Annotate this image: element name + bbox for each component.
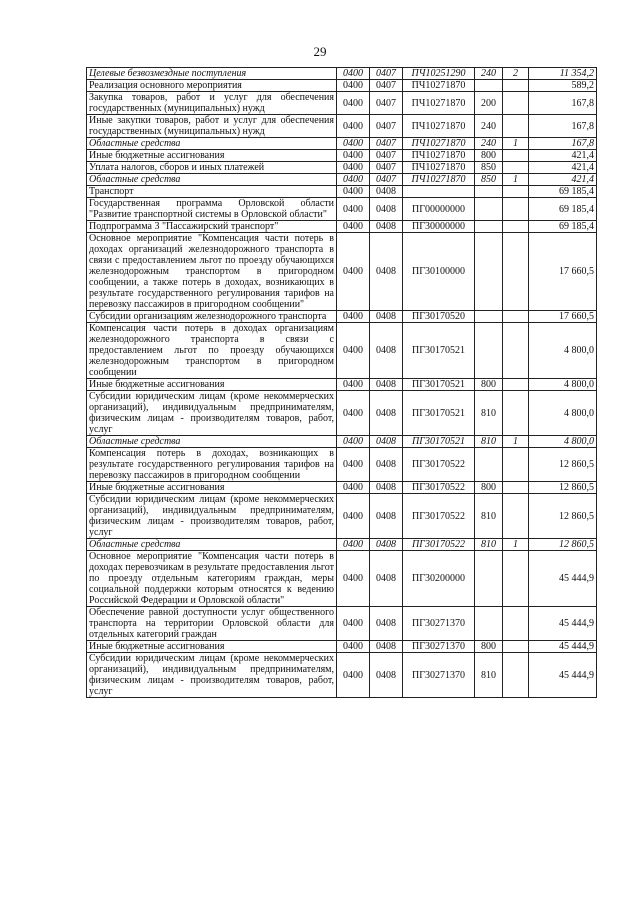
row-funding-source — [503, 653, 529, 698]
row-subsection-code: 0407 — [370, 80, 403, 92]
row-funding-source — [503, 323, 529, 379]
row-section-code: 0400 — [337, 115, 370, 138]
row-expense-type — [475, 323, 503, 379]
table-row — [87, 162, 597, 174]
row-target-article: ПГ30271370 — [403, 641, 475, 653]
row-target-article: ПГ30200000 — [403, 551, 475, 607]
row-subsection-code: 0408 — [370, 641, 403, 653]
row-name: Иные бюджетные ассигнования — [87, 379, 337, 391]
row-section-code: 0400 — [337, 448, 370, 482]
table-row — [87, 68, 597, 80]
row-funding-source — [503, 186, 529, 198]
row-name: Областные средства — [87, 174, 337, 186]
row-section-code: 0400 — [337, 607, 370, 641]
row-name: Областные средства — [87, 138, 337, 150]
row-amount: 421,4 — [529, 174, 597, 186]
row-subsection-code: 0407 — [370, 68, 403, 80]
row-funding-source — [503, 311, 529, 323]
row-section-code: 0400 — [337, 174, 370, 186]
row-section-code: 0400 — [337, 323, 370, 379]
row-funding-source — [503, 482, 529, 494]
table-row — [87, 448, 597, 482]
row-name: Целевые безвозмездные поступления — [87, 68, 337, 80]
table-row — [87, 482, 597, 494]
row-name: Основное мероприятие "Компенсация части потерь в доходах перевозчикам в результате предоставления льгот по проезду отдельным категориям граждан, меры социальной поддержки которым относятся к ведению Российской Федерации и Орловской области" — [87, 551, 337, 607]
row-target-article: ПГ30170522 — [403, 539, 475, 551]
table-row — [87, 379, 597, 391]
table-row — [87, 539, 597, 551]
budget-table — [86, 67, 597, 698]
row-funding-source — [503, 198, 529, 221]
row-target-article: ПГ30271370 — [403, 653, 475, 698]
row-expense-type: 800 — [475, 150, 503, 162]
row-name: Государственная программа Орловской области "Развитие транспортной системы в Орловской области" — [87, 198, 337, 221]
row-name: Иные бюджетные ассигнования — [87, 641, 337, 653]
row-target-article: ПЧ10271870 — [403, 162, 475, 174]
row-amount: 4 800,0 — [529, 436, 597, 448]
row-section-code: 0400 — [337, 92, 370, 115]
row-section-code: 0400 — [337, 391, 370, 436]
row-target-article: ПГ30170521 — [403, 379, 475, 391]
row-funding-source — [503, 115, 529, 138]
row-subsection-code: 0407 — [370, 150, 403, 162]
row-expense-type — [475, 551, 503, 607]
page-number: 29 — [313, 44, 327, 59]
row-target-article: ПГ30170521 — [403, 323, 475, 379]
row-name: Областные средства — [87, 436, 337, 448]
row-target-article: ПГ30170521 — [403, 391, 475, 436]
row-target-article — [403, 186, 475, 198]
row-funding-source — [503, 150, 529, 162]
row-target-article: ПГ30271370 — [403, 607, 475, 641]
table-row — [87, 311, 597, 323]
row-section-code: 0400 — [337, 482, 370, 494]
row-subsection-code: 0408 — [370, 233, 403, 311]
row-section-code: 0400 — [337, 653, 370, 698]
row-subsection-code: 0408 — [370, 311, 403, 323]
row-funding-source: 1 — [503, 138, 529, 150]
row-section-code: 0400 — [337, 494, 370, 539]
row-section-code: 0400 — [337, 311, 370, 323]
table-row — [87, 233, 597, 311]
row-target-article: ПГ30100000 — [403, 233, 475, 311]
row-target-article: ПГ30000000 — [403, 221, 475, 233]
row-expense-type: 800 — [475, 641, 503, 653]
row-amount: 167,8 — [529, 92, 597, 115]
row-funding-source: 1 — [503, 539, 529, 551]
row-name: Закупка товаров, работ и услуг для обеспечения государственных (муниципальных) нужд — [87, 92, 337, 115]
row-amount: 4 800,0 — [529, 379, 597, 391]
row-target-article: ПЧ10271870 — [403, 174, 475, 186]
row-expense-type: 810 — [475, 494, 503, 539]
row-funding-source — [503, 551, 529, 607]
row-target-article: ПГ30170521 — [403, 436, 475, 448]
row-amount: 4 800,0 — [529, 391, 597, 436]
table-row — [87, 80, 597, 92]
row-expense-type: 810 — [475, 391, 503, 436]
row-expense-type: 810 — [475, 436, 503, 448]
row-name: Компенсация потерь в доходах, возникающих в результате государственного регулирования тарифов на перевозку пассажиров в пригородном сообщении — [87, 448, 337, 482]
row-amount: 17 660,5 — [529, 233, 597, 311]
row-funding-source — [503, 641, 529, 653]
row-section-code: 0400 — [337, 186, 370, 198]
row-target-article: ПГ30170520 — [403, 311, 475, 323]
row-expense-type — [475, 607, 503, 641]
row-expense-type — [475, 448, 503, 482]
row-amount: 167,8 — [529, 138, 597, 150]
row-amount: 45 444,9 — [529, 641, 597, 653]
row-name: Уплата налогов, сборов и иных платежей — [87, 162, 337, 174]
row-expense-type: 810 — [475, 539, 503, 551]
row-subsection-code: 0408 — [370, 436, 403, 448]
row-amount: 4 800,0 — [529, 323, 597, 379]
row-funding-source — [503, 391, 529, 436]
row-expense-type: 800 — [475, 379, 503, 391]
row-expense-type: 240 — [475, 115, 503, 138]
row-funding-source — [503, 221, 529, 233]
row-amount: 69 185,4 — [529, 221, 597, 233]
row-subsection-code: 0408 — [370, 607, 403, 641]
row-section-code: 0400 — [337, 379, 370, 391]
row-subsection-code: 0408 — [370, 482, 403, 494]
table-row — [87, 641, 597, 653]
row-section-code: 0400 — [337, 162, 370, 174]
row-funding-source — [503, 448, 529, 482]
row-section-code: 0400 — [337, 551, 370, 607]
row-name: Субсидии юридическим лицам (кроме некоммерческих организаций), индивидуальным предпринимателям, физическим лицам - производителям товаров, работ, услуг — [87, 391, 337, 436]
row-subsection-code: 0408 — [370, 221, 403, 233]
row-funding-source: 2 — [503, 68, 529, 80]
table-row — [87, 150, 597, 162]
row-name: Иные бюджетные ассигнования — [87, 482, 337, 494]
row-subsection-code: 0408 — [370, 198, 403, 221]
row-amount: 421,4 — [529, 150, 597, 162]
row-section-code: 0400 — [337, 221, 370, 233]
table-row — [87, 174, 597, 186]
row-name: Транспорт — [87, 186, 337, 198]
row-expense-type — [475, 80, 503, 92]
row-amount: 12 860,5 — [529, 539, 597, 551]
row-name: Иные бюджетные ассигнования — [87, 150, 337, 162]
row-amount: 69 185,4 — [529, 198, 597, 221]
row-amount: 45 444,9 — [529, 607, 597, 641]
row-funding-source — [503, 607, 529, 641]
row-subsection-code: 0407 — [370, 115, 403, 138]
row-section-code: 0400 — [337, 539, 370, 551]
table-row — [87, 138, 597, 150]
row-amount: 11 354,2 — [529, 68, 597, 80]
row-subsection-code: 0408 — [370, 448, 403, 482]
row-target-article: ПЧ10271870 — [403, 150, 475, 162]
row-expense-type: 240 — [475, 138, 503, 150]
row-amount: 421,4 — [529, 162, 597, 174]
row-name: Субсидии юридическим лицам (кроме некоммерческих организаций), индивидуальным предпринимателям, физическим лицам - производителям товаров, работ, услуг — [87, 494, 337, 539]
row-name: Основное мероприятие "Компенсация части потерь в доходах организаций железнодорожного транспорта в связи с предоставлением льгот по проезду обучающихся железнодорожным транспортом в пригородном сообщении, а также потерь в доходах, возникающих в результате государственного регулирования тарифов на перевозку пассажиров в пригородном сообщении" — [87, 233, 337, 311]
row-subsection-code: 0408 — [370, 379, 403, 391]
row-section-code: 0400 — [337, 138, 370, 150]
row-expense-type — [475, 198, 503, 221]
row-target-article: ПЧ10271870 — [403, 138, 475, 150]
row-name: Областные средства — [87, 539, 337, 551]
row-subsection-code: 0408 — [370, 186, 403, 198]
row-target-article: ПГ30170522 — [403, 494, 475, 539]
table-row — [87, 551, 597, 607]
row-expense-type: 200 — [475, 92, 503, 115]
row-expense-type — [475, 233, 503, 311]
row-funding-source — [503, 80, 529, 92]
row-amount: 12 860,5 — [529, 448, 597, 482]
row-subsection-code: 0407 — [370, 162, 403, 174]
row-funding-source: 1 — [503, 436, 529, 448]
row-expense-type: 240 — [475, 68, 503, 80]
row-funding-source — [503, 233, 529, 311]
row-expense-type — [475, 311, 503, 323]
row-name: Субсидии юридическим лицам (кроме некоммерческих организаций), индивидуальным предпринимателям, физическим лицам - производителям товаров, работ, услуг — [87, 653, 337, 698]
row-target-article: ПЧ10271870 — [403, 115, 475, 138]
row-section-code: 0400 — [337, 436, 370, 448]
table-row — [87, 221, 597, 233]
row-section-code: 0400 — [337, 641, 370, 653]
row-section-code: 0400 — [337, 198, 370, 221]
budget-table-body — [87, 68, 597, 698]
row-target-article: ПЧ10271870 — [403, 80, 475, 92]
row-subsection-code: 0407 — [370, 138, 403, 150]
row-amount: 12 860,5 — [529, 494, 597, 539]
table-row — [87, 186, 597, 198]
row-subsection-code: 0408 — [370, 391, 403, 436]
row-target-article: ПГ30170522 — [403, 448, 475, 482]
row-amount: 69 185,4 — [529, 186, 597, 198]
row-target-article: ПГ00000000 — [403, 198, 475, 221]
row-target-article: ПГ30170522 — [403, 482, 475, 494]
row-section-code: 0400 — [337, 150, 370, 162]
table-row — [87, 198, 597, 221]
row-subsection-code: 0407 — [370, 92, 403, 115]
row-funding-source — [503, 494, 529, 539]
table-row — [87, 92, 597, 115]
table-row — [87, 391, 597, 436]
row-amount: 45 444,9 — [529, 551, 597, 607]
table-row — [87, 323, 597, 379]
row-subsection-code: 0408 — [370, 653, 403, 698]
row-name: Обеспечение равной доступности услуг общественного транспорта на территории Орловской области для отдельных категорий граждан — [87, 607, 337, 641]
row-expense-type — [475, 221, 503, 233]
row-amount: 589,2 — [529, 80, 597, 92]
row-subsection-code: 0408 — [370, 551, 403, 607]
row-funding-source — [503, 92, 529, 115]
row-name: Реализация основного мероприятия — [87, 80, 337, 92]
row-funding-source — [503, 162, 529, 174]
table-row — [87, 607, 597, 641]
table-row — [87, 653, 597, 698]
table-row — [87, 494, 597, 539]
row-target-article: ПЧ10251290 — [403, 68, 475, 80]
row-amount: 17 660,5 — [529, 311, 597, 323]
row-subsection-code: 0408 — [370, 494, 403, 539]
row-target-article: ПЧ10271870 — [403, 92, 475, 115]
row-expense-type: 810 — [475, 653, 503, 698]
row-section-code: 0400 — [337, 68, 370, 80]
row-subsection-code: 0407 — [370, 174, 403, 186]
row-section-code: 0400 — [337, 233, 370, 311]
row-name: Иные закупки товаров, работ и услуг для обеспечения государственных (муниципальных) нужд — [87, 115, 337, 138]
row-funding-source — [503, 379, 529, 391]
row-section-code: 0400 — [337, 80, 370, 92]
row-expense-type: 800 — [475, 482, 503, 494]
row-subsection-code: 0408 — [370, 539, 403, 551]
table-row — [87, 436, 597, 448]
row-funding-source: 1 — [503, 174, 529, 186]
row-expense-type — [475, 186, 503, 198]
row-amount: 167,8 — [529, 115, 597, 138]
row-name: Подпрограмма 3 "Пассажирский транспорт" — [87, 221, 337, 233]
row-name: Компенсация части потерь в доходах организациям железнодорожного транспорта в связи с предоставлением льгот по проезду обучающихся железнодорожным транспортом в пригородном сообщении — [87, 323, 337, 379]
row-subsection-code: 0408 — [370, 323, 403, 379]
row-amount: 45 444,9 — [529, 653, 597, 698]
table-row — [87, 115, 597, 138]
row-amount: 12 860,5 — [529, 482, 597, 494]
row-expense-type: 850 — [475, 162, 503, 174]
row-name: Субсидии организациям железнодорожного транспорта — [87, 311, 337, 323]
row-expense-type: 850 — [475, 174, 503, 186]
